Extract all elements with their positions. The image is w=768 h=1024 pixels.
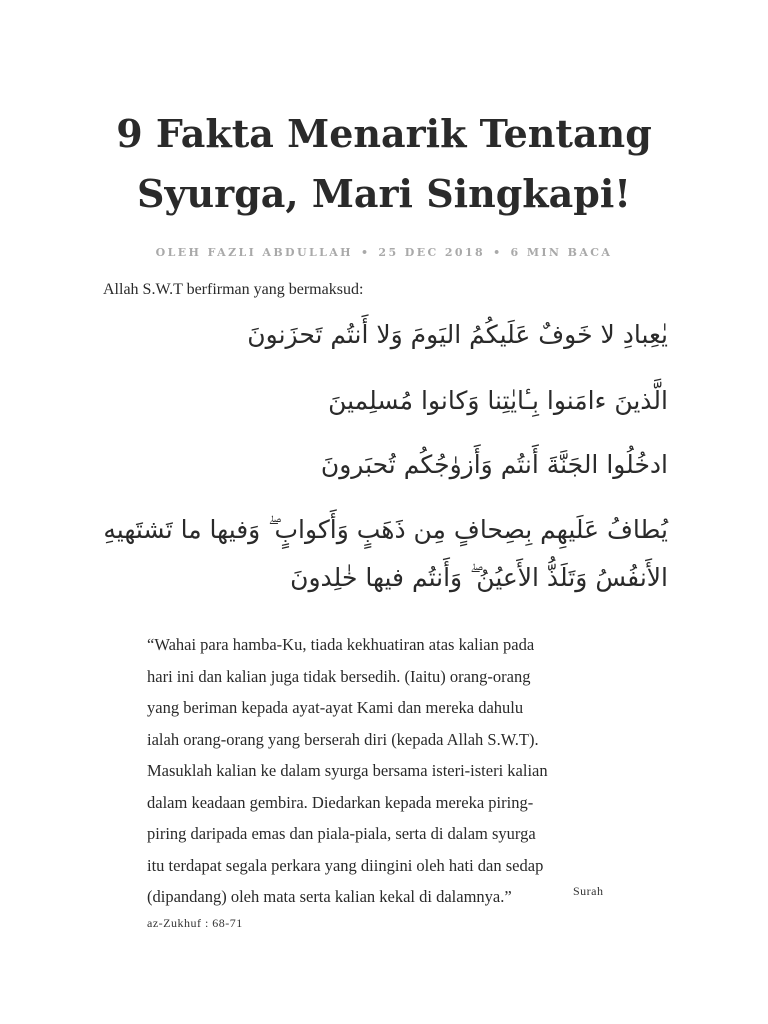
arabic-verse-line: يٰعِبادِ لا خَوفٌ عَلَيكُمُ اليَومَ وَلا أَنتُم تَحزَنونَ xyxy=(247,320,668,349)
quote-line: itu terdapat segala perkara yang diingini oleh hati dan sedap xyxy=(147,855,544,875)
quote-line: dalam keadaan gembira. Diedarkan kepada mereka piring- xyxy=(147,792,534,812)
arabic-verse-line: ادخُلُوا الجَنَّةَ أَنتُم وَأَزوٰجُكُم تُحبَرونَ xyxy=(320,450,668,479)
intro-paragraph: Allah S.W.T berfirman yang bermaksud: xyxy=(103,281,364,298)
quote-line: ialah orang-orang yang berserah diri (kepada Allah S.W.T). xyxy=(147,729,539,749)
article-title: 9 Fakta Menarik Tentang Syurga, Mari Singkapi! xyxy=(116,111,652,216)
arabic-verse-line: يُطافُ عَلَيهِم بِصِحافٍ مِن ذَهَبٍ وَأَكوابٍ ۖ وَفيها ما تَشتَهيهِ xyxy=(103,515,668,544)
arabic-verse-line: الأَنفُسُ وَتَلَذُّ الأَعيُنُ ۖ وَأَنتُم فيها خٰلِدونَ xyxy=(290,563,668,592)
quote-line: “Wahai para hamba-Ku, tiada kekhuatiran atas kalian pada xyxy=(147,635,535,654)
publish-date: 25 DEC 2018 xyxy=(378,246,486,259)
meta-separator: • xyxy=(493,246,503,259)
quote-line: hari ini dan kalian juga tidak bersedih. (Iaitu) orang-orang xyxy=(147,666,531,686)
quote-citation-start: Surah xyxy=(573,884,604,898)
arabic-verse-line: الَّذينَ ءامَنوا بِـٔايٰتِنا وَكانوا مُسلِمينَ xyxy=(328,386,668,415)
quote-citation: az-Zukhuf : 68-71 xyxy=(147,916,243,930)
quote-line: (dipandang) oleh mata serta kalian kekal di dalamnya.” xyxy=(147,887,512,906)
meta-separator: • xyxy=(360,246,371,259)
quote-line: piring daripada emas dan piala-piala, serta di dalam syurga xyxy=(147,824,536,843)
quote-line: Masuklah kalian ke dalam syurga bersama isteri-isteri kalian xyxy=(147,761,548,780)
read-time: 6 MIN BACA xyxy=(510,246,613,259)
article-meta xyxy=(60,246,708,259)
translation-quote xyxy=(147,629,627,913)
author-byline[interactable]: OLEH FAZLI ABDULLAH xyxy=(155,246,353,259)
quote-line: yang beriman kepada ayat-ayat Kami dan mereka dahulu xyxy=(147,698,524,717)
